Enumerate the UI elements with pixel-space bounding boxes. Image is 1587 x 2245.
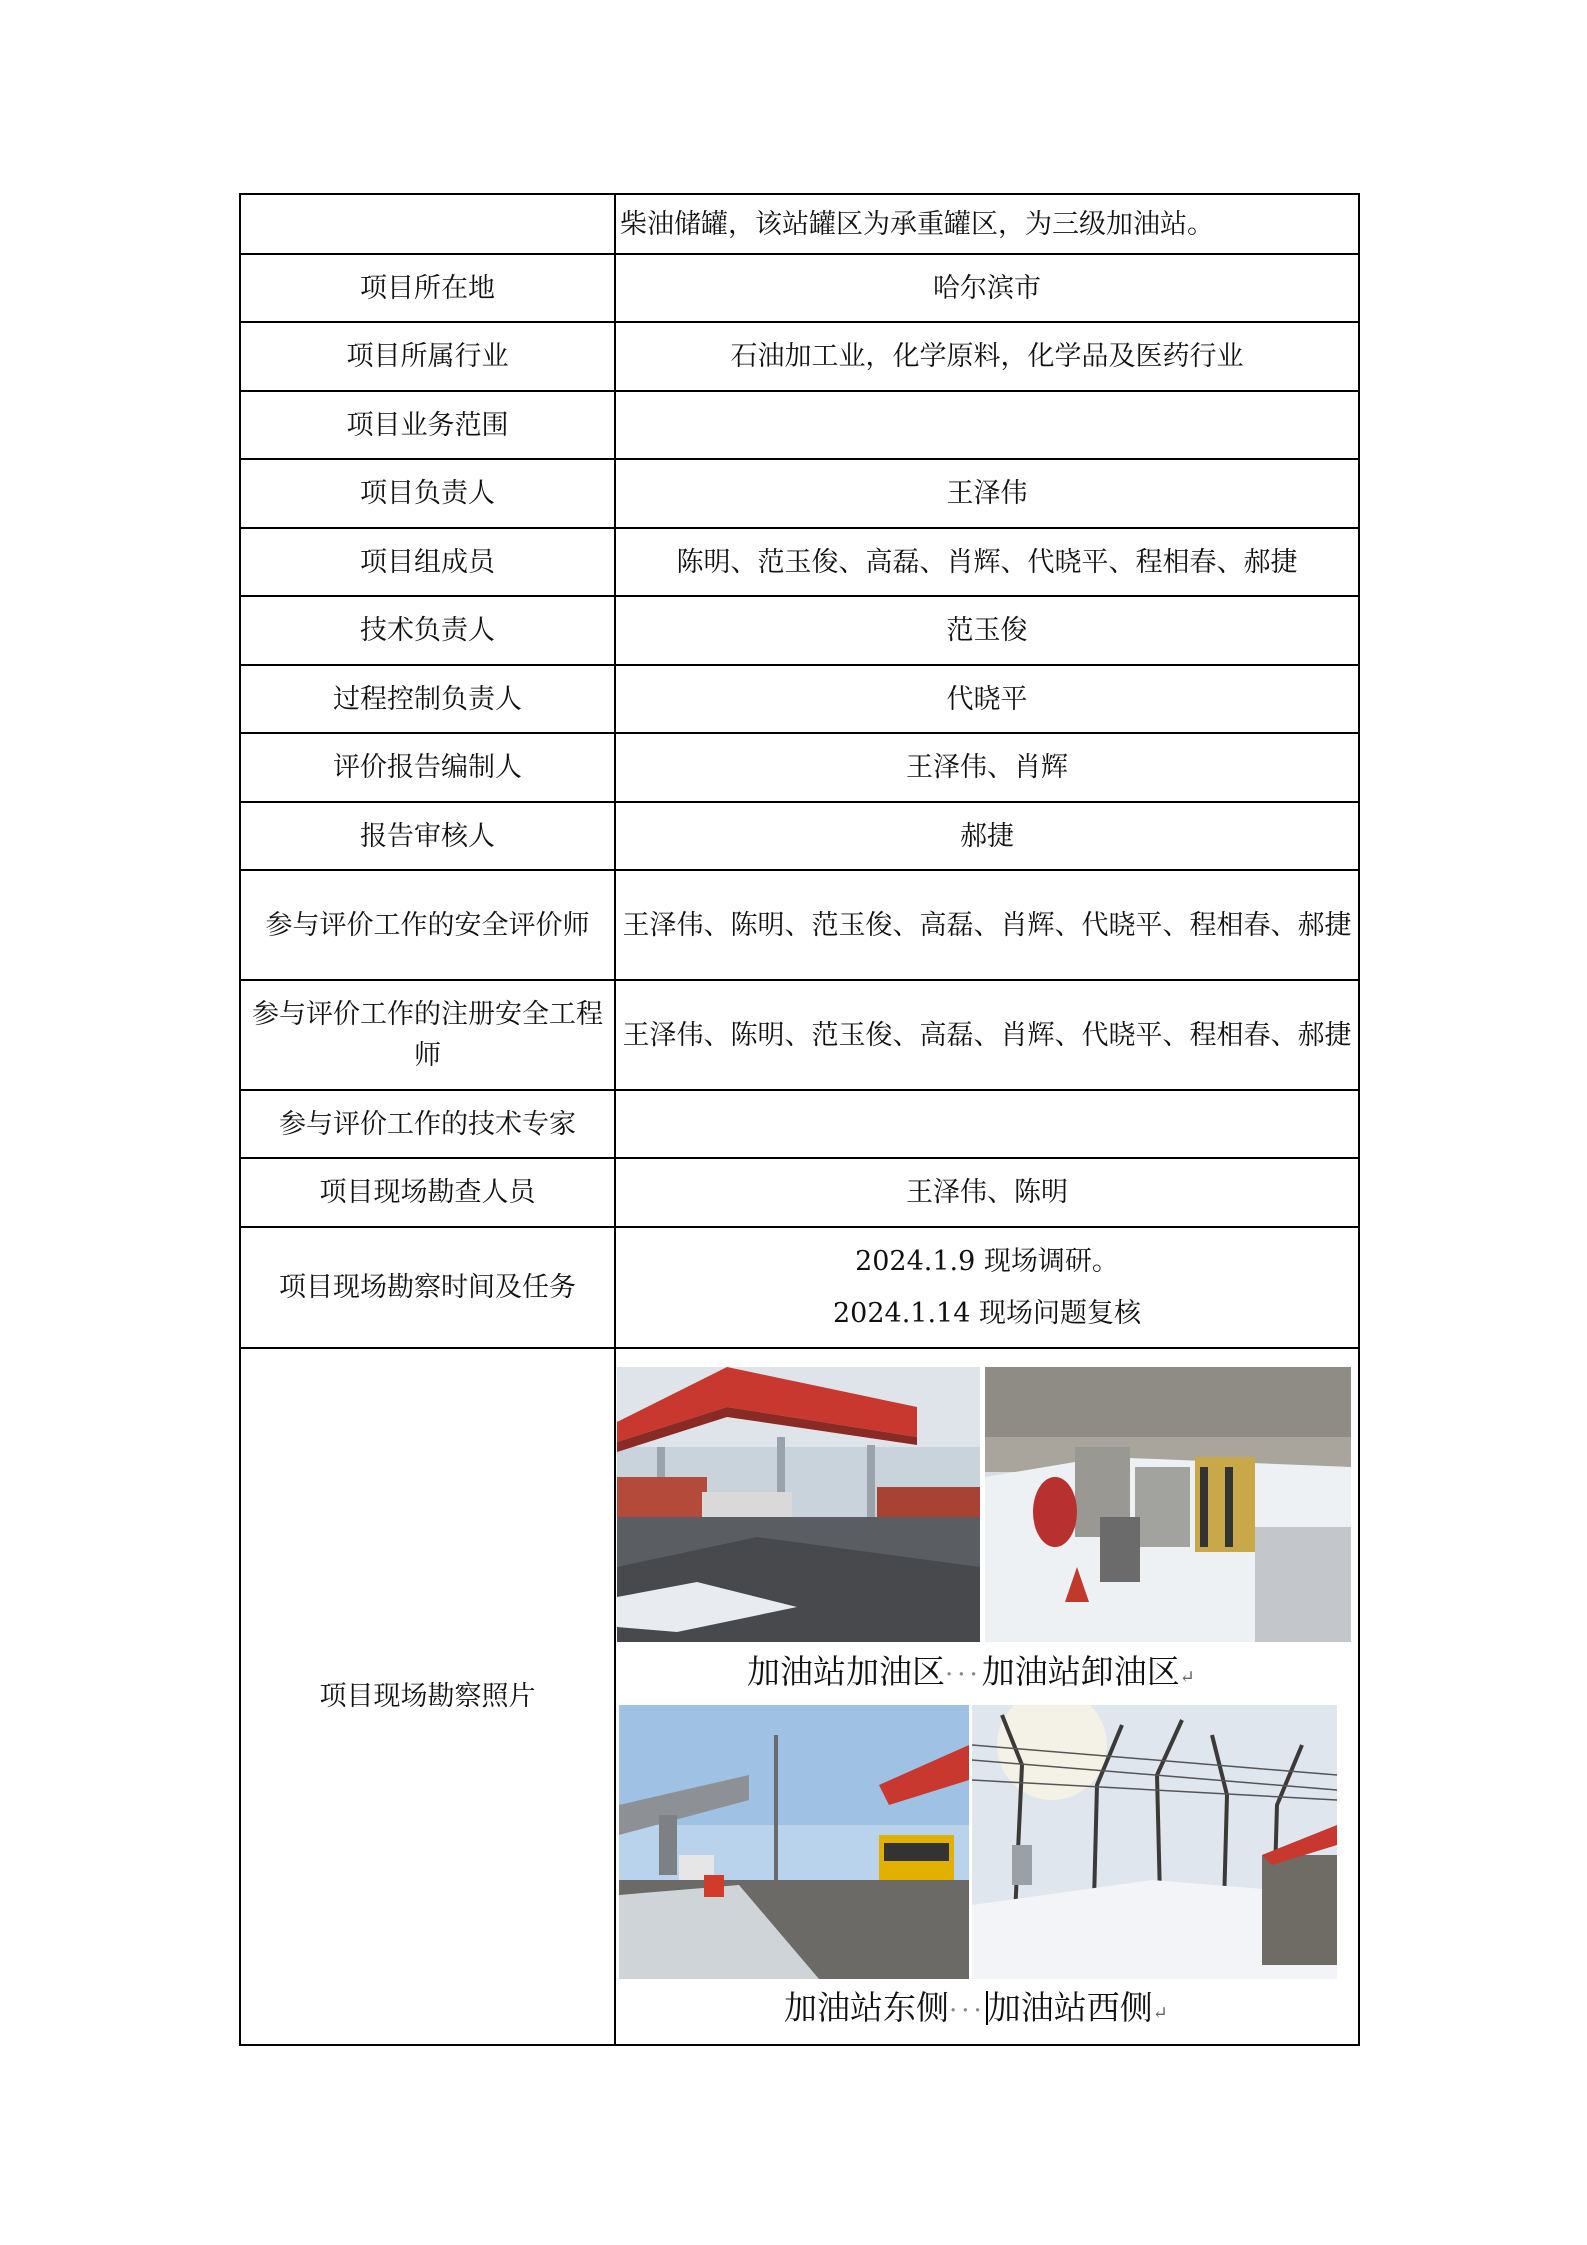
row-value: 王泽伟、陈明、范玉俊、高磊、肖辉、代晓平、程相春、郝捷: [615, 980, 1359, 1090]
row-label: 参与评价工作的安全评价师: [240, 870, 615, 980]
table-row: [240, 528, 1359, 596]
table-row: [240, 1090, 1359, 1158]
caption-unloading-area: 加油站卸油区: [981, 1651, 1180, 1691]
caption-row-2: [784, 1988, 1168, 2034]
row-label: 过程控制负责人: [240, 665, 615, 733]
table-row: [240, 1348, 1359, 2045]
caption-separator: ···: [945, 1659, 982, 1690]
table-row: [240, 802, 1359, 870]
survey-value: [615, 1227, 1359, 1348]
photo-unloading-area: [985, 1367, 1351, 1642]
table-row: [240, 1158, 1359, 1227]
row-label: 项目组成员: [240, 528, 615, 596]
row-value: 代晓平: [615, 665, 1359, 733]
survey-label: 项目现场勘察时间及任务: [240, 1227, 615, 1348]
return-mark-icon: ↵: [1179, 1666, 1195, 1688]
row-label: 报告审核人: [240, 802, 615, 870]
table-row: [240, 254, 1359, 322]
row-label: 项目负责人: [240, 459, 615, 528]
survey-line-1: 2024.1.9 现场调研。: [855, 1245, 1119, 1277]
row-value: 王泽伟、陈明: [615, 1158, 1359, 1227]
row-label: 评价报告编制人: [240, 733, 615, 802]
caption-separator: ···: [949, 1995, 986, 2026]
table-row: [240, 1227, 1359, 1348]
table-row: [240, 194, 1359, 254]
row-label: 参与评价工作的技术专家: [240, 1090, 615, 1158]
table-row: [240, 391, 1359, 459]
caption-west-side: 加油站西侧: [987, 1987, 1153, 2027]
photo-grid: [616, 1355, 1358, 2039]
row-value: [615, 1090, 1359, 1158]
caption-fueling-area: 加油站加油区: [747, 1651, 945, 1691]
row-label: 项目现场勘查人员: [240, 1158, 615, 1227]
table-row: [240, 459, 1359, 528]
row-value: [615, 391, 1359, 459]
table-row: [240, 665, 1359, 733]
row-value: 王泽伟、陈明、范玉俊、高磊、肖辉、代晓平、程相春、郝捷: [615, 870, 1359, 980]
table-row: [240, 733, 1359, 802]
table-row: [240, 870, 1359, 980]
row-label: 技术负责人: [240, 596, 615, 665]
row-label: 参与评价工作的注册安全工程师: [240, 980, 615, 1090]
caption-east-side: 加油站东侧: [784, 1987, 949, 2027]
caption-row-1: [747, 1652, 1195, 1698]
row-value: 陈明、范玉俊、高磊、肖辉、代晓平、程相春、郝捷: [615, 528, 1359, 596]
table-row: [240, 596, 1359, 665]
project-info-table: [239, 193, 1360, 2046]
row-value: 郝捷: [615, 802, 1359, 870]
photos-label: 项目现场勘察照片: [240, 1348, 615, 2045]
return-mark-icon: ↵: [1152, 2002, 1168, 2024]
survey-line-2: 2024.1.14 现场问题复核: [833, 1297, 1141, 1329]
row-label: [240, 194, 615, 254]
row-label: 项目所在地: [240, 254, 615, 322]
photo-west-side: [972, 1705, 1337, 1979]
row-value: 王泽伟、肖辉: [615, 733, 1359, 802]
table-row: [240, 980, 1359, 1090]
photos-cell: [615, 1348, 1359, 2045]
row-value: 范玉俊: [615, 596, 1359, 665]
row-label: 项目所属行业: [240, 322, 615, 391]
row-value: 王泽伟: [615, 459, 1359, 528]
row-label: 项目业务范围: [240, 391, 615, 459]
photo-fueling-area: [617, 1367, 980, 1642]
row-value: 石油加工业，化学原料，化学品及医药行业: [615, 322, 1359, 391]
table-row: [240, 322, 1359, 391]
row-value: 柴油储罐，该站罐区为承重罐区，为三级加油站。: [615, 194, 1359, 254]
photo-east-side: [619, 1705, 969, 1979]
row-value: 哈尔滨市: [615, 254, 1359, 322]
